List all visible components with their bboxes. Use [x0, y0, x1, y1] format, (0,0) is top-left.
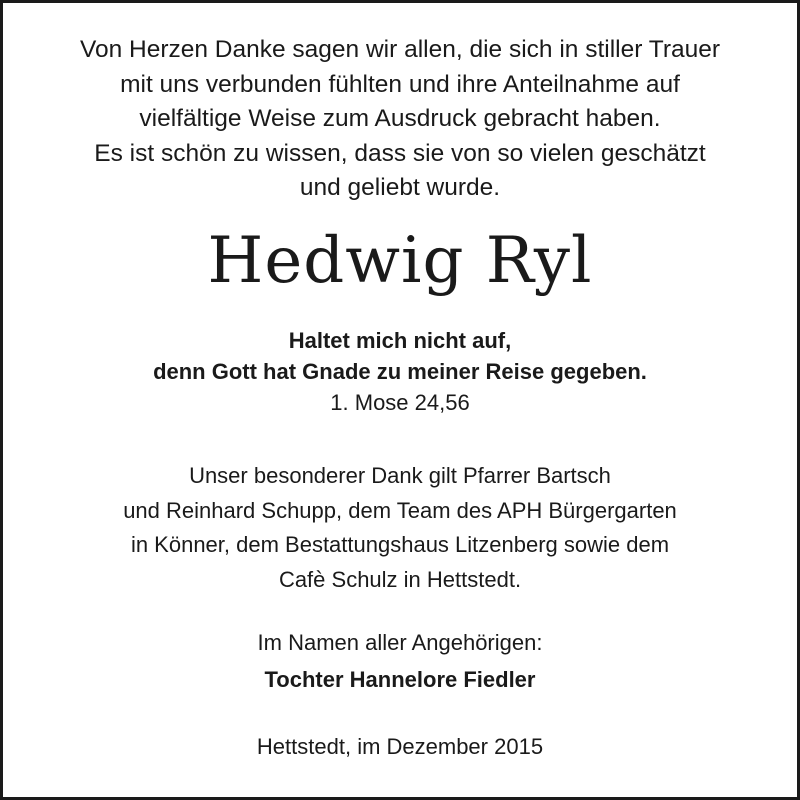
thanks-line: Unser besonderer Dank gilt Pfarrer Bartsch	[189, 463, 611, 488]
intro-line: mit uns verbunden fühlten und ihre Anteilnahme auf	[120, 70, 680, 98]
thanks-line: in Könner, dem Bestattungshaus Litzenberg sowie dem	[130, 532, 670, 557]
verse-line: denn Gott hat Gnade zu meiner Reise gegeben.	[153, 359, 647, 384]
intro-line: und geliebt wurde.	[299, 174, 501, 201]
verse-line: Haltet mich nicht auf,	[288, 328, 512, 353]
thanks-line: und Reinhard Schupp, dem Team des APH Bürgergarten	[123, 497, 677, 523]
intro-line: Von Herzen Danke sagen wir allen, die sich in stiller Trauer	[79, 36, 721, 63]
thanks-text	[3, 459, 797, 597]
signature-name: Tochter Hannelore Fiedler	[264, 667, 536, 692]
verse-reference: 1. Mose 24,56	[330, 390, 470, 415]
intro-text	[3, 33, 797, 206]
thanks-line: Cafè Schulz in Hettstedt.	[278, 566, 522, 592]
intro-line: Es ist schön zu wissen, dass sie von so vielen geschätzt	[94, 139, 706, 167]
place-date: Hettstedt, im Dezember 2015	[256, 734, 544, 759]
signature-label: Im Namen aller Angehörigen:	[257, 630, 543, 655]
deceased-name: Hedwig Ryl	[207, 224, 593, 298]
intro-line: vielfältige Weise zum Ausdruck gebracht haben.	[139, 105, 661, 132]
bible-verse	[3, 325, 797, 387]
